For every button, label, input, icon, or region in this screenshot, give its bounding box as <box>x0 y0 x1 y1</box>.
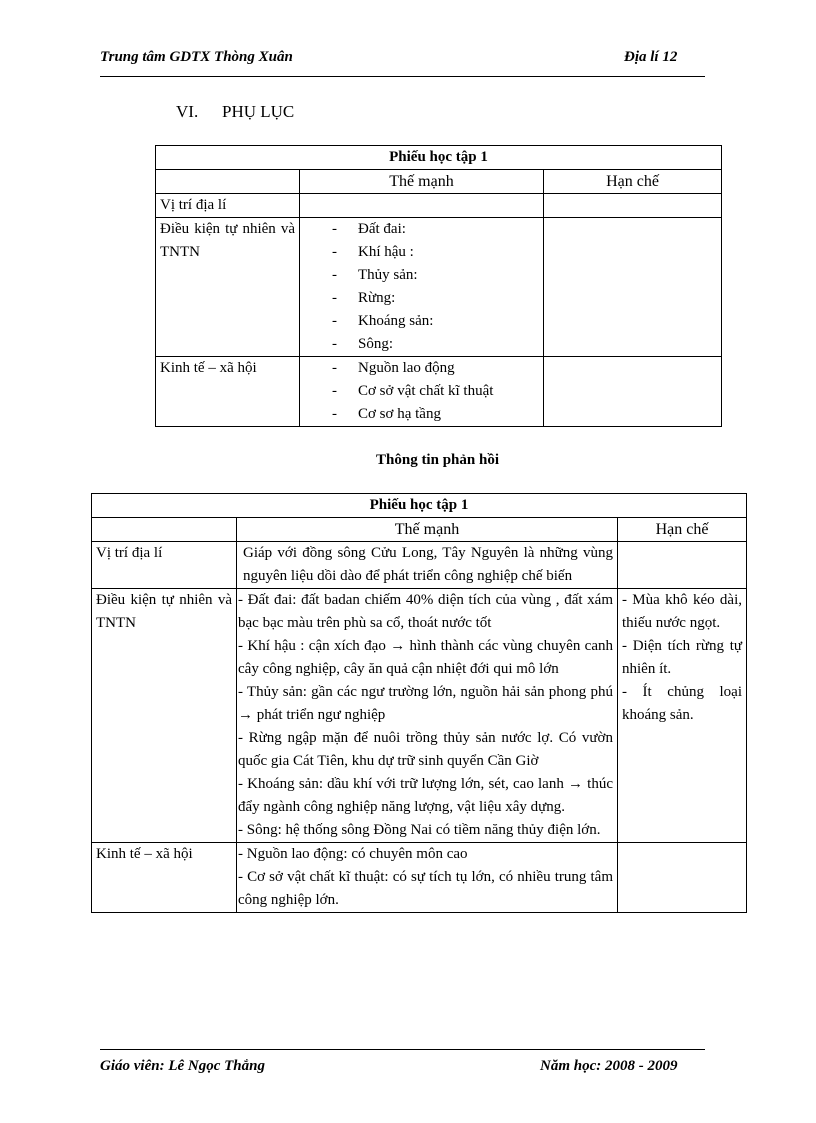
col-limits: Hạn chế <box>544 170 722 194</box>
paragraph: - Cơ sở vật chất kĩ thuật: có sự tích tụ lớn, có nhiều trung tâm công nghiệp lớn. <box>238 869 613 908</box>
list-item: - Thủy sản: <box>332 264 539 287</box>
list-item: - Đất đai: <box>332 218 539 241</box>
row-nature-label: Điều kiện tự nhiên và TNTN <box>156 218 300 357</box>
header-right: Địa lí 12 <box>624 49 678 65</box>
row-location-label: Vị trí địa lí <box>156 194 300 218</box>
footer-rule <box>100 1049 705 1050</box>
worksheet-table <box>155 145 722 427</box>
paragraph: - Khoáng sản: dầu khí với trữ lượng lớn, sét, cao lanh → thúc đẩy ngành công nghiệp năng lượng, vật liệu xây dựng. <box>238 776 613 815</box>
list-item: - Nguồn lao động <box>332 357 539 380</box>
list-item: - Rừng: <box>332 287 539 310</box>
paragraph: - Ít chủng loại khoáng sản. <box>622 684 742 723</box>
col-strengths: Thế mạnh <box>300 170 544 194</box>
paragraph: - Diện tích rừng tự nhiên ít. <box>622 638 742 677</box>
header-left: Trung tâm GDTX Thòng Xuân <box>100 49 293 65</box>
row-socioeconomic-label: Kinh tế – xã hội <box>92 843 237 913</box>
row-socioeconomic-strength <box>300 357 544 427</box>
paragraph: - Khí hậu : cận xích đạo → hình thành các vùng chuyên canh cây công nghiệp, cây ăn quả cận nhiệt đới qui mô lớn <box>238 638 613 677</box>
worksheet-title: Phiếu học tập 1 <box>156 146 722 170</box>
row-nature-strength <box>300 218 544 357</box>
paragraph: - Mùa khô kéo dài, thiếu nước ngọt. <box>622 592 742 631</box>
row-location-strength: Giáp với đồng sông Cửu Long, Tây Nguyên là những vùng nguyên liệu dồi dào để phát triển công nghiệp chế biến <box>237 542 618 589</box>
footer-left: Giáo viên: Lê Ngọc Thắng <box>100 1058 265 1074</box>
row-nature-limit <box>544 218 722 357</box>
footer-right: Năm học: 2008 - 2009 <box>540 1058 678 1074</box>
header-empty-cell <box>156 170 300 194</box>
paragraph: - Sông: hệ thống sông Đồng Nai có tiềm năng thủy điện lớn. <box>238 822 601 838</box>
paragraph: - Nguồn lao động: có chuyên môn cao <box>238 846 468 862</box>
row-socioeconomic-strength <box>237 843 618 913</box>
feedback-title: Phiếu học tập 1 <box>92 494 747 518</box>
list-item: - Sông: <box>332 333 539 356</box>
row-location-strength <box>300 194 544 218</box>
list-item: - Khoáng sản: <box>332 310 539 333</box>
feedback-table <box>91 493 747 913</box>
paragraph: - Rừng ngập mặn để nuôi trồng thủy sản nước lợ. Có vườn quốc gia Cát Tiên, khu dự trữ sinh quyển Cần Giờ <box>238 730 613 769</box>
header-rule <box>100 76 705 77</box>
section-heading <box>176 102 294 122</box>
col-limits: Hạn chế <box>618 518 747 542</box>
header-empty-cell <box>92 518 237 542</box>
row-socioeconomic-limit <box>618 843 747 913</box>
feedback-caption: Thông tin phản hồi <box>376 452 499 468</box>
list-item: - Cơ sở vật chất kĩ thuật <box>332 380 539 403</box>
row-nature-limit <box>618 589 747 843</box>
section-title: PHỤ LỤC <box>222 102 295 121</box>
row-location-limit <box>618 542 747 589</box>
section-number: VI. <box>176 102 199 121</box>
list-item: - Khí hậu : <box>332 241 539 264</box>
paragraph: - Thủy sản: gần các ngư trường lớn, nguồn hải sản phong phú → phát triển ngư nghiệp <box>238 684 613 723</box>
paragraph: - Đất đai: đất badan chiếm 40% diện tích của vùng , đất xám bạc bạc màu trên phù sa cổ, thoát nước tốt <box>238 592 613 631</box>
row-nature-strength <box>237 589 618 843</box>
list-item: - Cơ sơ hạ tầng <box>332 403 539 426</box>
row-socioeconomic-label: Kinh tế – xã hội <box>156 357 300 427</box>
col-strengths: Thế mạnh <box>237 518 618 542</box>
row-location-limit <box>544 194 722 218</box>
row-nature-label: Điều kiện tự nhiên và TNTN <box>92 589 237 843</box>
row-location-label: Vị trí địa lí <box>92 542 237 589</box>
row-socioeconomic-limit <box>544 357 722 427</box>
